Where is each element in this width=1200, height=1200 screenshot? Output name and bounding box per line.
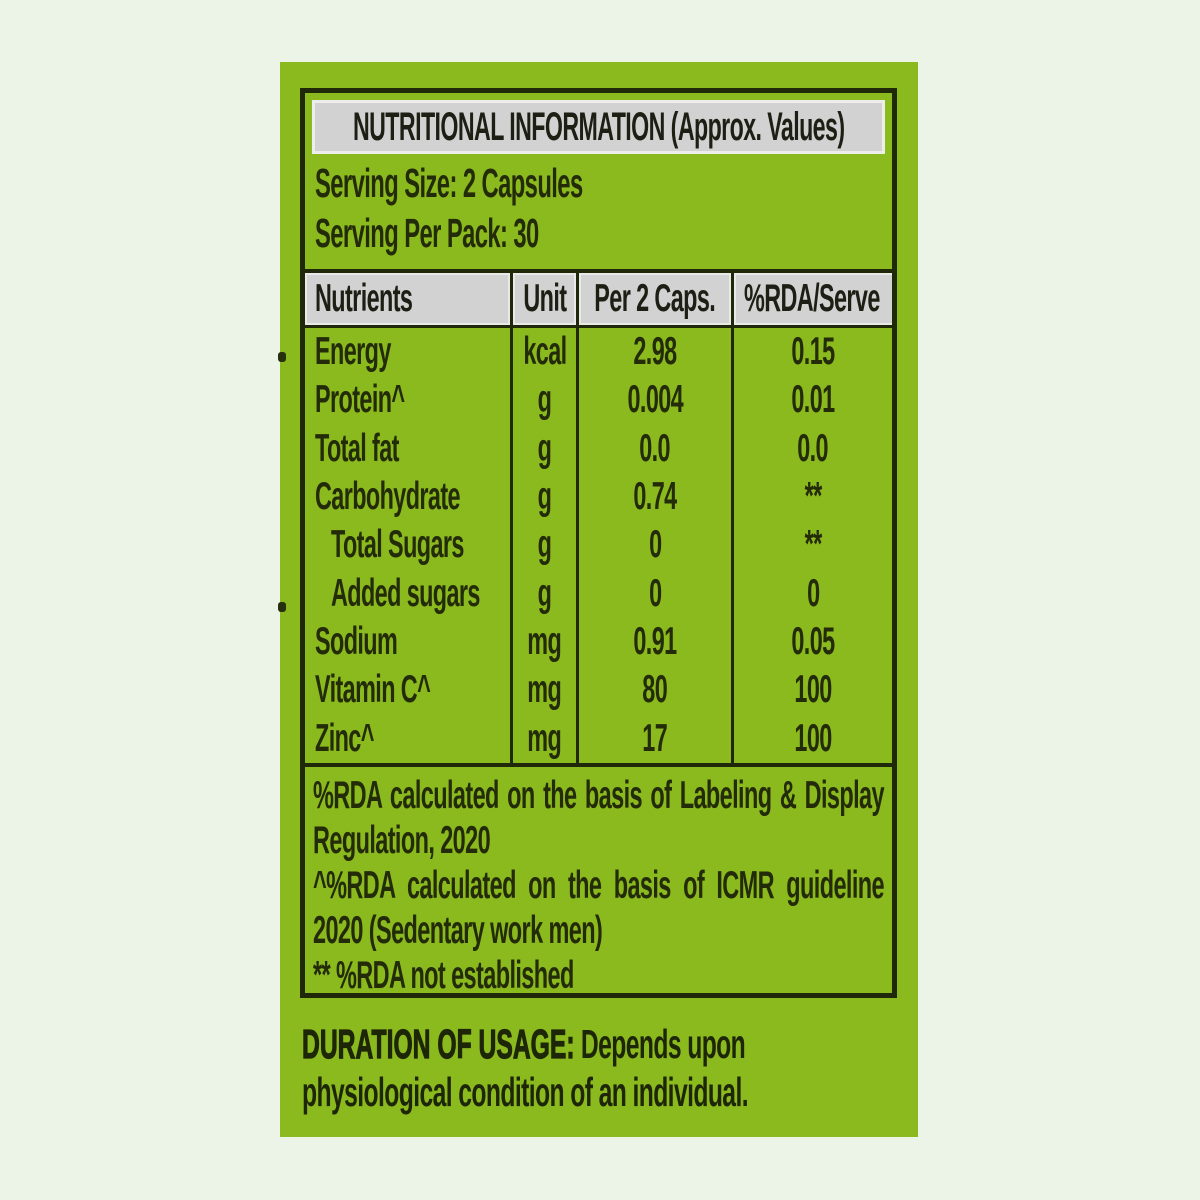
rda-cell: 0.05 [731,618,892,666]
unit-cell: mg [510,666,576,714]
unit-cell: mg [510,618,576,666]
unit-cell: g [510,376,576,424]
per-2-caps-cell: 0.74 [576,473,731,521]
column-header-rda-serve: %RDA/Serve [731,273,897,325]
unit-cell: g [510,473,576,521]
column-header-per-2-caps: Per 2 Caps. [576,273,731,325]
unit-cell: mg [510,714,576,762]
rda-cell: 100 [731,714,892,762]
edge-artifact-mark [278,602,286,612]
nutrient-name-cell: Added sugars [331,571,480,615]
per-2-caps-cell: 0.0 [576,425,731,473]
table-row [305,618,892,666]
nutrient-name-cell: Total fat [315,426,399,470]
unit-cell: g [510,425,576,473]
nutrition-info-box [300,88,897,998]
nutrition-table [305,269,892,767]
serving-size: Serving Size: 2 Capsules [315,160,583,206]
nutrition-title: NUTRITIONAL INFORMATION (Approx. Values) [352,104,845,149]
rda-cell: 0.01 [731,376,892,424]
per-2-caps-cell: 80 [576,666,731,714]
nutrient-name-cell: Sodium [315,619,398,663]
rda-cell: ** [731,473,892,521]
rda-cell: ** [731,521,892,569]
nutrition-label-panel [280,62,918,1137]
table-row [305,425,892,473]
per-2-caps-cell: 2.98 [576,328,731,376]
per-2-caps-cell: 0 [576,569,731,617]
table-header-row [305,273,892,328]
per-2-caps-cell: 0.004 [576,376,731,424]
serving-per-pack: Serving Per Pack: 30 [315,210,539,256]
per-2-caps-cell: 0.91 [576,618,731,666]
nutrient-name-cell: Zinc^ [315,716,374,760]
duration-of-usage [302,1020,864,1116]
edge-artifact-mark [278,352,286,362]
duration-label: DURATION OF USAGE: [302,1021,575,1067]
footnote-rda-labeling: %RDA calculated on the basis of Labeling & Display Regulation, 2020 [313,773,884,862]
footnotes [305,767,892,998]
table-row [305,714,892,762]
nutrient-name-cell: Protein^ [315,378,405,422]
nutrition-title-bar [312,100,885,154]
per-2-caps-cell: 17 [576,714,731,762]
column-header-nutrients: Nutrients [305,273,510,325]
unit-cell: g [510,521,576,569]
rda-cell: 100 [731,666,892,714]
table-row [305,521,892,569]
rda-cell: 0.0 [731,425,892,473]
table-row [305,569,892,617]
unit-cell: kcal [510,328,576,376]
table-row [305,376,892,424]
unit-cell: g [510,569,576,617]
per-2-caps-cell: 0 [576,521,731,569]
table-row [305,328,892,376]
nutrient-name-cell: Total Sugars [331,523,464,567]
rda-cell: 0.15 [731,328,892,376]
duration-text: Depends upon physiological condition of an individual. [302,1021,748,1115]
table-row [305,473,892,521]
rda-cell: 0 [731,569,892,617]
serving-info [305,156,892,258]
nutrient-name-cell: Carbohydrate [315,475,460,519]
footnote-rda-icmr: ^%RDA calculated on the basis of ICMR guideline 2020 (Sedentary work men) [313,863,884,952]
column-header-unit: Unit [510,273,576,325]
footnote-rda-not-established: ** %RDA not established [313,953,574,997]
nutrient-name-cell: Vitamin C^ [315,668,431,712]
nutrient-name-cell: Energy [315,330,391,374]
table-row [305,666,892,714]
